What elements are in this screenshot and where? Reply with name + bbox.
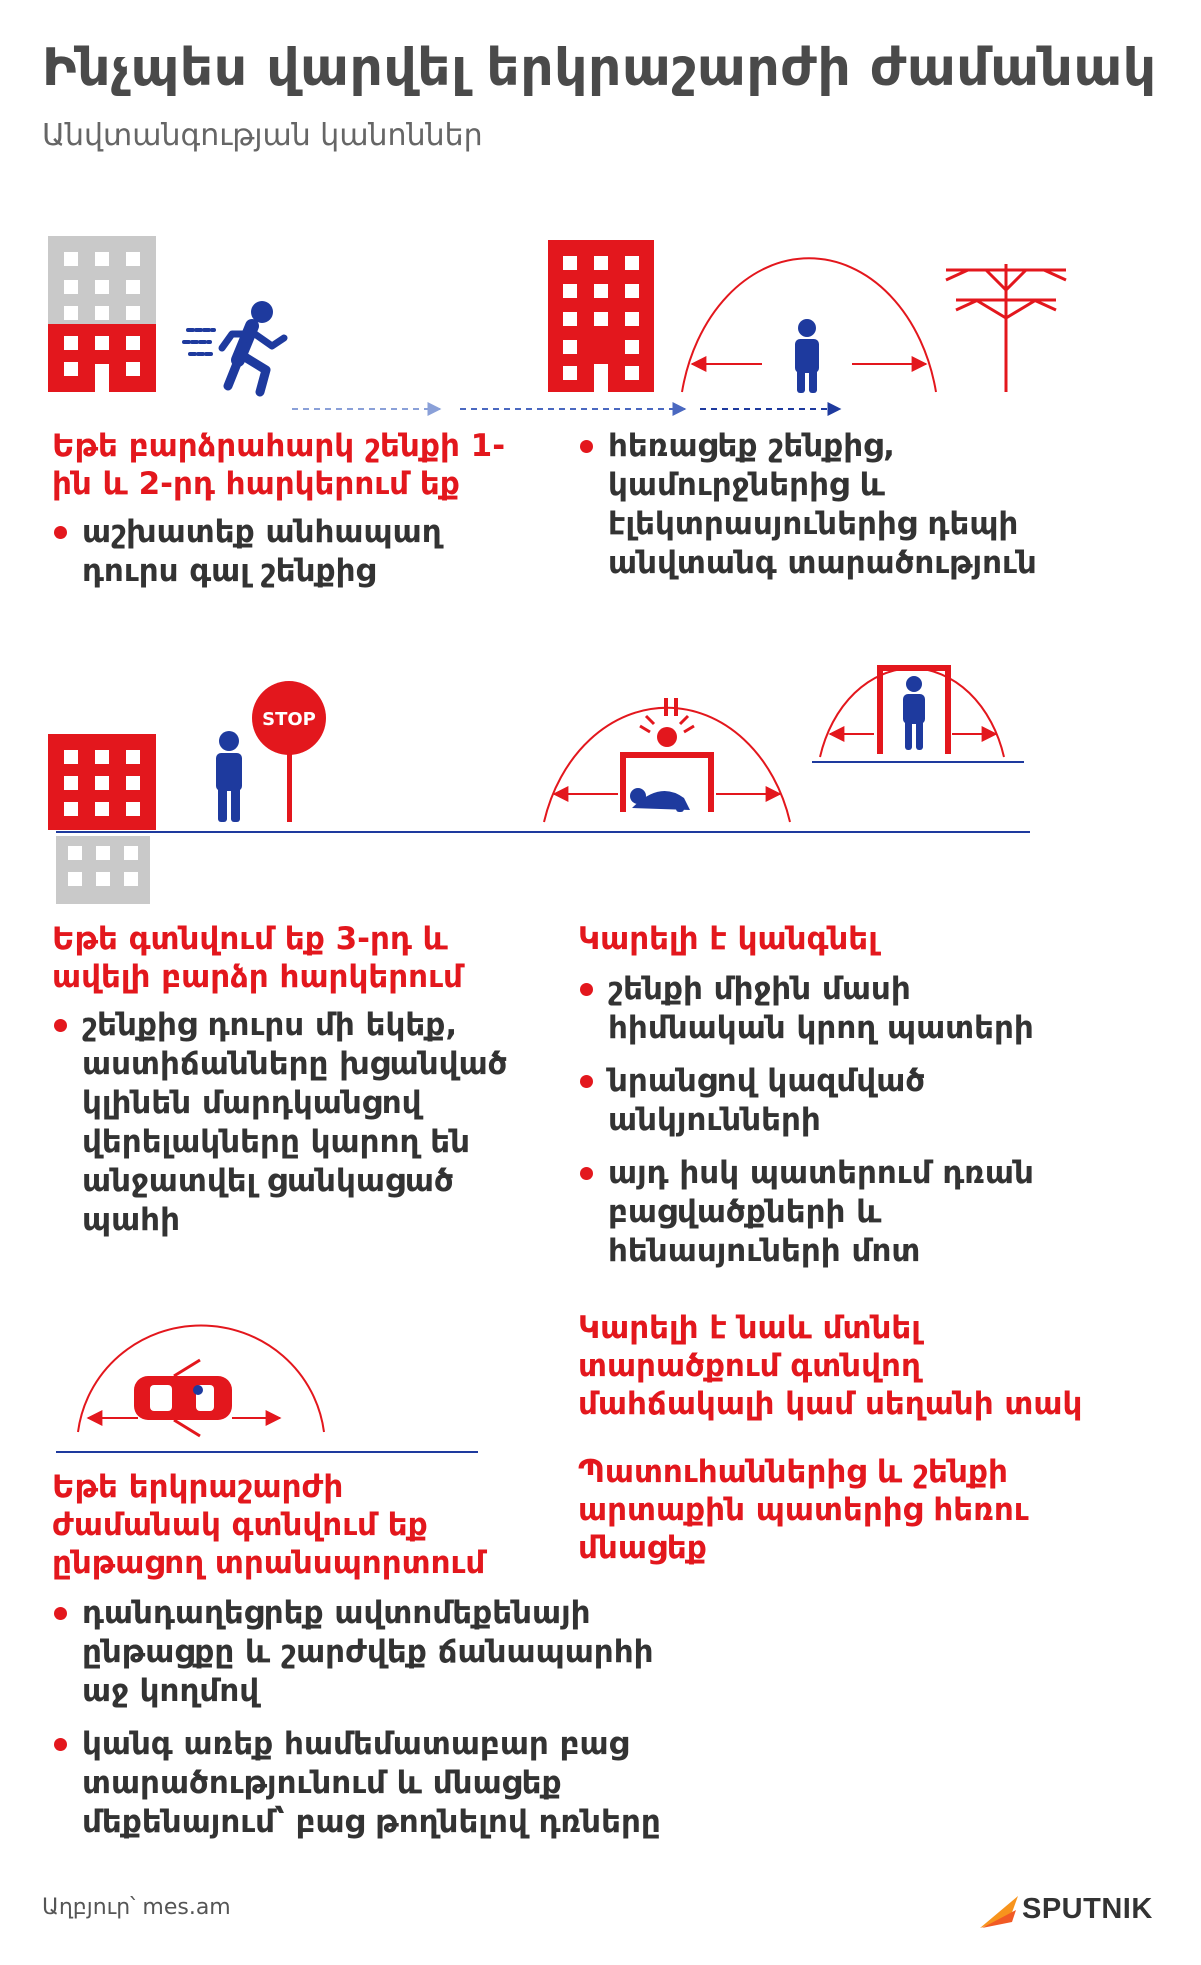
list-item: աշխատեք անհապաղ դուրս գալ շենքից [52,513,522,591]
section-heading: Եթե բարձրահարկ շենքի 1-ին և 2-րդ հարկերում եք [52,428,506,502]
falling-object-icon [640,698,694,747]
bullet-list [578,970,1098,1271]
standing-person-icon [795,319,819,393]
running-person-icon [184,301,284,392]
power-pole-icon [946,264,1066,392]
crouching-person-icon [630,788,690,812]
tip-under-furniture: Կարելի է նաև մտնել տարածքում գտնվող մահճակալի կամ սեղանի տակ [578,1310,1083,1422]
source-note: Աղբյուր՝ mes.am [42,1895,231,1920]
building-icon [48,236,156,392]
section-leave-building [578,427,1098,583]
section-heading: Կարելի է կանգնել [578,921,878,957]
section-in-vehicle [52,1468,702,1842]
list-item: շենքից դուրս մի եկեք, աստիճանները խցանված կլինեն մարդկանցով վերելակները կարող են անջատվել ցանկացած պահի [52,1006,542,1240]
bullet-list [52,1594,702,1842]
page-title: Ինչպես վարվել երկրաշարժի ժամանակ [42,38,1157,98]
list-item: այդ իսկ պատերում դռան բացվածքների և հենասյուների մոտ [578,1154,1098,1271]
building-icon [548,240,654,392]
list-item: դանդաղեցրեք ավտոմեքենայի ընթացքը և շարժվեք ճանապարհի աջ կողմով [52,1594,702,1711]
section-heading: Եթե երկրաշարժի ժամանակ գտնվում եք ընթացող տրանսպորտում [52,1469,486,1581]
sputnik-logo-icon [980,1896,1018,1928]
stop-sign-text: STOP [262,709,316,730]
standing-person-icon [903,676,925,750]
tip-away-from-windows: Պատուհաններից և շենքի արտաքին պատերից հեռու մնացեք [578,1454,1029,1566]
section-low-floors [52,427,522,591]
list-item: շենքի միջին մասի հիմնական կրող պատերի [578,970,1098,1048]
list-item: նրանցով կազմված անկյունների [578,1062,1098,1140]
bullet-list [578,427,1098,583]
page-subtitle: Անվտանգության կանոններ [42,118,483,153]
list-item: կանգ առեք համեմատաբար բաց տարածությունում և մնացեք մեքենայում՝ բաց թողնելով դռները [52,1725,702,1842]
section-high-floors [52,920,542,1240]
list-item: հեռացեք շենքից, կամուրջներից և էլեկտրասյուներից դեպի անվտանգ տարածություն [578,427,1098,583]
standing-person-icon [216,731,242,822]
car-icon [134,1360,232,1436]
section-heading: Եթե գտնվում եք 3-րդ և ավելի բարձր հարկերում [52,921,463,995]
bullet-list [52,1006,542,1240]
stop-sign-icon [252,681,326,822]
building-icon [48,734,156,904]
sputnik-logo-text: SPUTNIK [1022,1893,1153,1925]
bullet-list [52,513,522,591]
